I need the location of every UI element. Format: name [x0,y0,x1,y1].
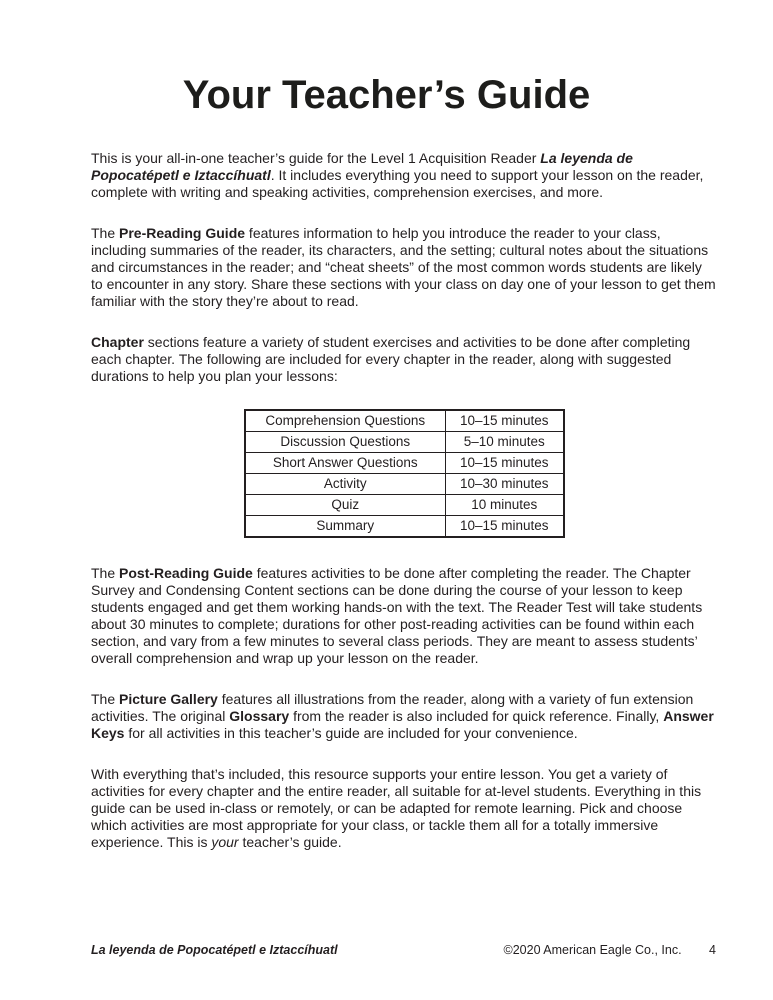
text-segment: for all activities in this teacher’s guide are included for your convenience. [124,725,578,741]
chapter-durations-table [244,409,565,538]
table-cell-duration: 5–10 minutes [446,432,564,453]
page-footer [91,943,716,958]
picture-gallery-paragraph [91,691,717,742]
table-cell-activity: Short Answer Questions [245,453,446,474]
table-cell-duration: 10–15 minutes [446,410,564,432]
table-row [245,453,564,474]
footer-book-title: La leyenda de Popocatépetl e Iztaccíhuatl [91,943,338,957]
chapter-sections-paragraph [91,334,717,385]
text-segment: Chapter [91,334,144,350]
table-row [245,474,564,495]
footer-copyright: ©2020 American Eagle Co., Inc. [503,943,682,957]
page-title: Your Teacher’s Guide [182,73,591,117]
table-cell-duration: 10 minutes [446,495,564,516]
text-segment: The [91,225,120,241]
table-cell-duration: 10–30 minutes [446,474,564,495]
footer-page-number: 4 [709,943,716,957]
text-segment: With everything that’s included, this resource supports your entire lesson. You get a variety of activities for every chapter and the entire reader, all suitable for at-level students. Everything in this guide can be used in-class or remotely, or can be adapted for remote learning. Pick and choose which activities are most appropriate for your class, or tackle them all for a totally immersive experience. This is [91,766,702,850]
text-segment: features all illustrations from the reader, along with a variety of fun extension activities. The original [91,691,694,724]
text-segment: This is your all-in-one teacher’s guide for the Level 1 Acquisition Reader [91,150,541,166]
page-content [91,150,717,851]
table-cell-duration: 10–15 minutes [446,516,564,538]
table-row [245,410,564,432]
table-cell-activity: Comprehension Questions [245,410,446,432]
text-segment: your [211,834,239,850]
table-row [245,495,564,516]
text-segment: La leyenda de Popocatépetl e Iztaccíhuatl [91,150,633,183]
footer-right-group [504,943,717,958]
text-segment: The [91,691,120,707]
table-cell-activity: Discussion Questions [245,432,446,453]
table-cell-activity: Summary [245,516,446,538]
text-segment: Pre-Reading Guide [119,225,246,241]
text-segment: . It includes everything you need to support your lesson on the reader, complete with writing and speaking activities, comprehension exercises, and more. [91,167,704,200]
closing-paragraph [91,766,717,851]
text-segment: features activities to be done after completing the reader. The Chapter Survey and Condensing Content sections can be done during the course of your lesson to keep students engaged and get them working hands-on with the text. The Reader Test will take students about 30 minutes to complete; durations for other post-reading activities can be found within each section, and vary from a few minutes to several class periods. They are meant to assess students’ overall comprehension and wrap up your lesson on the reader. [91,565,703,666]
intro-paragraph [91,150,717,201]
table-cell-activity: Activity [245,474,446,495]
table-cell-duration: 10–15 minutes [446,453,564,474]
table-row [245,516,564,538]
pre-reading-guide-paragraph [91,225,717,310]
text-segment: The [91,565,120,581]
text-segment: Answer Keys [91,708,714,741]
table-cell-activity: Quiz [245,495,446,516]
text-segment: teacher’s guide. [238,834,342,850]
text-segment: features information to help you introduce the reader to your class, including summaries of the reader, its characters, and the setting; cultural notes about the situations and circumstances in the reader; and “cheat sheets” of the most common words students are likely to encounter in any story. Share these sections with your class on day one of your lesson to get them familiar with the story they’re about to read. [91,225,716,309]
post-reading-guide-paragraph [91,565,717,667]
text-segment: Glossary [229,708,290,724]
text-segment: sections feature a variety of student exercises and activities to be done after completing each chapter. The following are included for every chapter in the reader, along with suggested durations to help you plan your lessons: [91,334,691,384]
text-segment: Picture Gallery [119,691,218,707]
text-segment: Post-Reading Guide [119,565,253,581]
table-row [245,432,564,453]
text-segment: from the reader is also included for quick reference. Finally, [289,708,664,724]
